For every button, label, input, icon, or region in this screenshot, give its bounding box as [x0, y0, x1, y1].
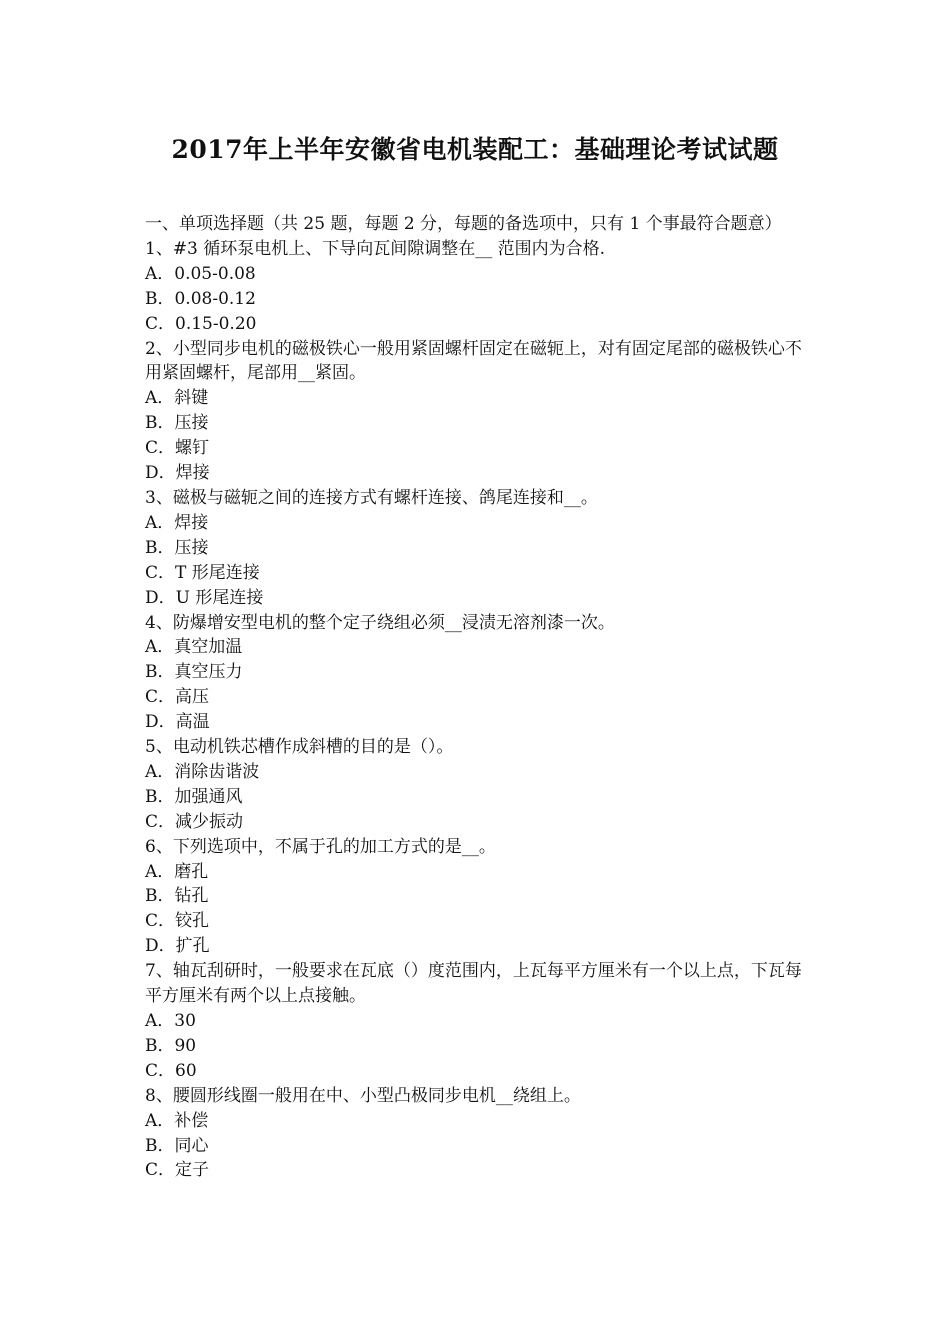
option-d: D．焊接: [145, 463, 210, 484]
option-a: A．焊接: [145, 512, 209, 533]
question-stem: 3、磁极与磁轭之间的连接方式有螺杆连接、鸽尾连接和__。: [145, 487, 598, 508]
question-stem: 7、轴瓦刮研时，一般要求在瓦底（）度范围内，上瓦每平方厘米有一个以上点，下瓦每平方厘米有两个以上点接触。: [145, 961, 802, 1007]
option-c: C．减少振动: [145, 811, 244, 832]
option-c: C．60: [145, 1060, 197, 1081]
option-a: A．消除齿谐波: [145, 761, 260, 782]
option-c: C．定子: [145, 1160, 210, 1181]
option-c: C．螺钉: [145, 438, 210, 459]
option-b: B．钻孔: [145, 886, 209, 907]
option-d: D．扩孔: [145, 936, 210, 957]
page-title: 2017年上半年安徽省电机装配工：基础理论考试试题: [171, 135, 779, 164]
option-b: B．加强通风: [145, 786, 243, 807]
option-a: A．0.05-0.08: [145, 263, 256, 284]
option-a: A．斜键: [145, 388, 209, 409]
option-d: D．高温: [145, 712, 210, 733]
option-b: B．压接: [145, 413, 209, 434]
question-stem: 1、#3 循环泵电机上、下导向瓦间隙调整在__ 范围内为合格.: [145, 238, 606, 259]
option-a: A．补偿: [145, 1110, 209, 1131]
option-a: A．真空加温: [145, 637, 243, 658]
option-d: D．U 形尾连接: [145, 587, 264, 608]
option-c: C．铰孔: [145, 911, 210, 932]
option-b: B．90: [145, 1035, 197, 1056]
option-a: A．磨孔: [145, 861, 209, 882]
option-b: B．同心: [145, 1135, 209, 1156]
section-header: 一、单项选择题（共 25 题，每题 2 分，每题的备选项中，只有 1 个事最符合题意）: [145, 214, 782, 234]
question-stem: 8、腰圆形线圈一般用在中、小型凸极同步电机__绕组上。: [145, 1085, 581, 1106]
question-stem: 5、电动机铁芯槽作成斜槽的目的是（）。: [145, 737, 454, 758]
question-stem: 6、下列选项中，不属于孔的加工方式的是__。: [145, 836, 496, 857]
option-c: C．0.15-0.20: [145, 313, 257, 334]
option-c: C．高压: [145, 687, 210, 708]
option-b: B．压接: [145, 537, 209, 558]
option-a: A．30: [145, 1011, 196, 1031]
question-stem: 2、小型同步电机的磁极铁心一般用紧固螺杆固定在磁轭上，对有固定尾部的磁极铁心不用紧固螺杆，尾部用__紧固。: [145, 338, 802, 384]
option-c: C．T 形尾连接: [145, 562, 260, 583]
option-b: B．真空压力: [145, 662, 243, 683]
question-stem: 4、防爆增安型电机的整个定子绕组必须__浸渍无溶剂漆一次。: [145, 612, 615, 633]
option-b: B．0.08-0.12: [145, 288, 256, 309]
question-list: [145, 212, 810, 1183]
